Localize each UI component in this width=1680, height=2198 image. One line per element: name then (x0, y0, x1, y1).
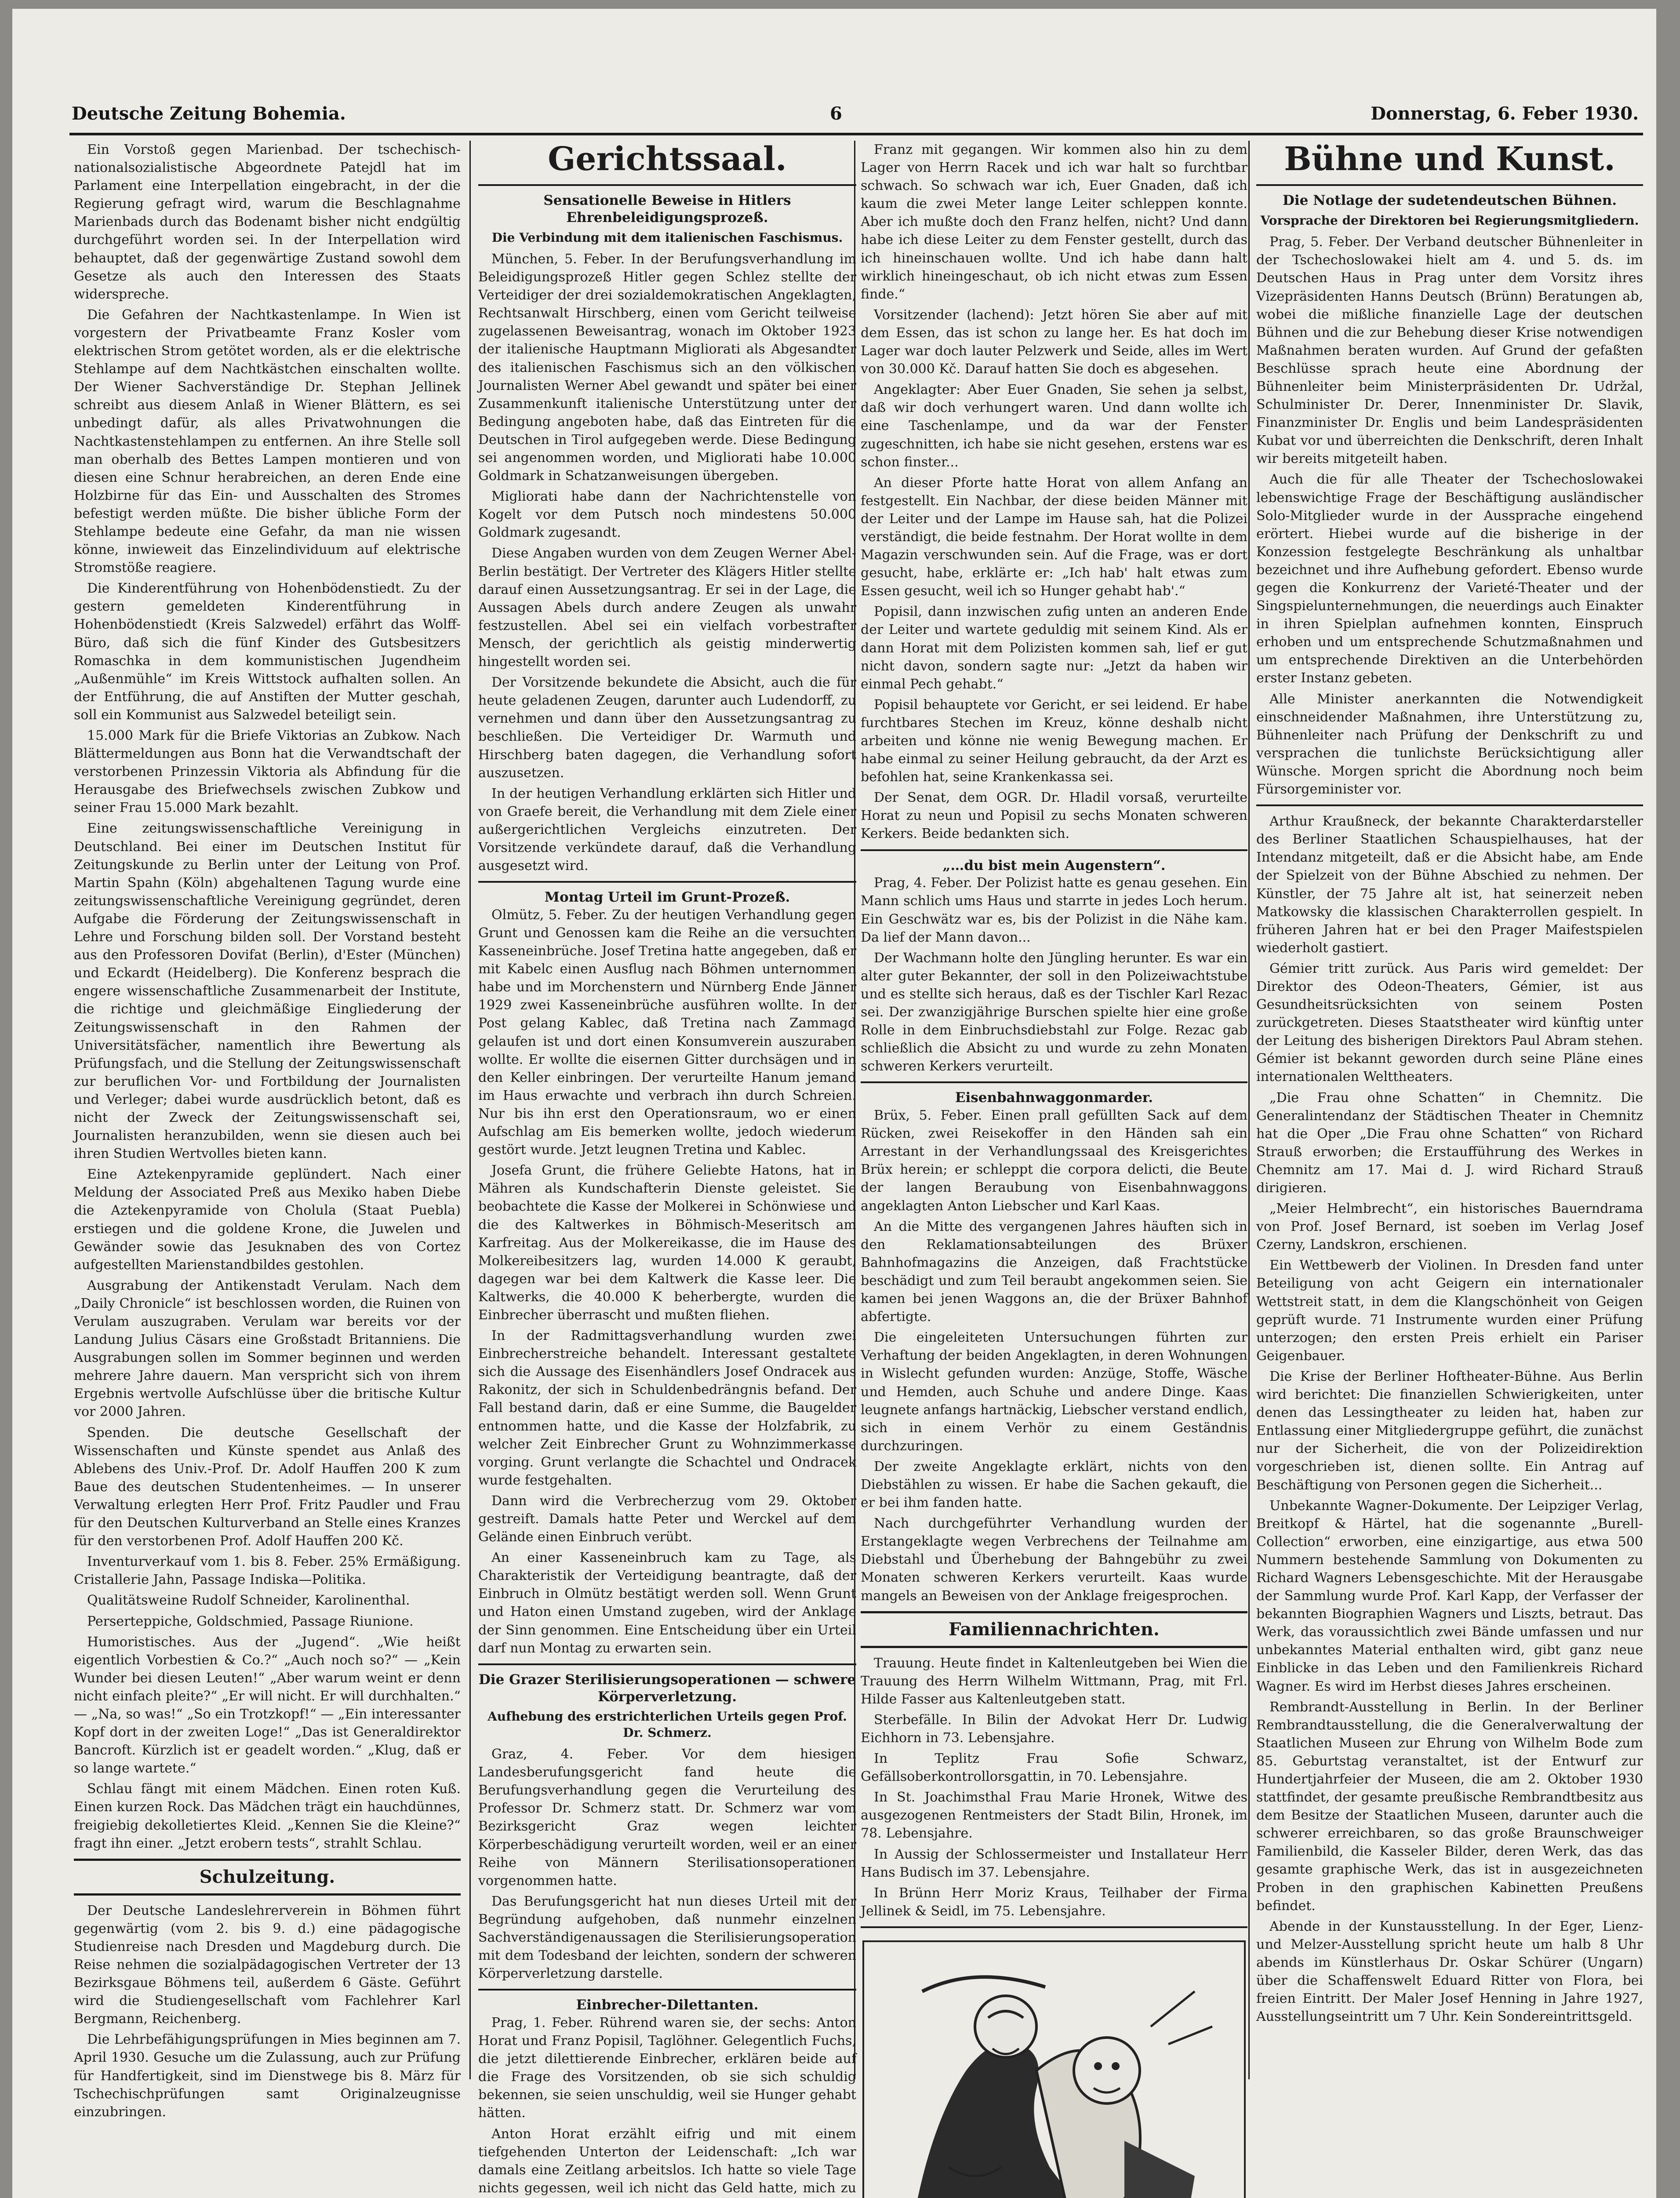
divider (1256, 804, 1643, 806)
article-waggonmarder-p4: Der zweite Angeklagte erklärt, nichts von den Diebstählen zu wissen. Er habe die Sachen gekauft, die er bei ihm fanden hatte. (861, 1459, 1247, 1511)
article-humoristisches: Humoristisches. Aus der „Jugend“. „Wie heißt eigentlich Vorbestien & Co.?“ „Auch noch so?“ — „Kein Wunder bei diesen Leuten!“ „Aber warum weint er denn nicht einfach pleite?“ „Er will nicht. Er will durchhalten.“ — „Na, so was!“ „So ein Trotzkopf!“ — „Ein interessanter Kopf dort in der zweiten Loge!“ „Das ist Generaldirektor Bancroft. Kürzlich ist er geadelt worden.“ „Klug, daß er so lange wartete.“ (74, 1634, 461, 1776)
article-berliner-buehne: Die Krise der Berliner Hoftheater-Bühne. Aus Berlin wird berichtet: Die finanziellen Schwierigkeiten, unter denen das Lessingtheater zu leiden hat, haben zur Entlassung einer Mitgliedergruppe geführt, die zunächst nur der Sicherheit, die von der Polizeidirektion vorgeschrieben ist, dienen sollte. Ein Antrag auf Beschäftigung von Personen gegen die Sicherheit... (1256, 1368, 1643, 1493)
column-gerichtssaal (478, 140, 856, 2196)
divider (861, 849, 1247, 851)
subheadline-schmerz: Aufhebung des erstrichterlichen Urteils gegen Prof. Dr. Schmerz. (487, 1709, 847, 1740)
article-dilettanten-p4: Vorsitzender (lachend): Jetzt hören Sie aber auf mit dem Essen, das ist schon zu lange her. Es hat doch im Lager war doch lauter Pelzwerk und Seide, alles im Wert von 30.000 Kč. Darauf hatten Sie doch es abgesehen. (861, 307, 1247, 377)
article-hitler-prozess-p3: Diese Angaben wurden von dem Zeugen Werner Abel-Berlin bestätigt. Der Vertreter des Klägers Hitler stellte darauf einen Aussetzungsantrag. Er sei in der Lage, die Aussagen Abels durch andere Zeugen als unwahr festzustellen. Abel sei ein vielfach vorbestrafter Mensch, der gerichtlich als geistig minderwertig hingestellt worden sei. (478, 546, 856, 670)
subheadline-vorsprache: Vorsprache der Direktoren bei Regierungsmitgliedern. (1260, 213, 1639, 228)
article-dilettanten-p9: Der Senat, dem OGR. Dr. Hladil vorsaß, verurteilte Horat zu neun und Popisil zu sechs Monaten schweren Kerkers. Beide bedankten sich. (861, 790, 1247, 842)
masthead-rule (69, 133, 1643, 135)
article-wettbewerb-violinen: Ein Wettbewerb der Violinen. In Dresden fand unter Beteiligung von acht Geigern ein internationaler Wettstreit statt, in dem die Klangschönheit von Geigen geprüft wurde. 71 Instrumente wurden einer Prüfung unterzogen; den ersten Preis erhielt ein Pariser Geigenbauer. (1256, 1258, 1643, 1364)
article-hitler-prozess-p2: Migliorati habe dann der Nachrichtenstelle von Kogelt vor dem Putsch noch mindestens 50.000 Goldmark zugesandt. (478, 489, 856, 541)
article-augenstern-p1: Prag, 4. Feber. Der Polizist hatte es genau gesehen. Ein Mann schlich ums Haus und starrte in jedes Loch herum. Ein Geschwätz war es, bis der Polizist in die Nähe kam. Da lief der Mann davon... (861, 875, 1247, 945)
article-waggonmarder-p2: An die Mitte des vergangenen Jahres häuften sich in den Reklamationsabteilungen des Brüxer Bahnhofmagazins die Anzeigen, daß Frachtstücke beschädigt und zum Teil beraubt angekommen seien. Sie kamen bei jenen Waggons an, die der Brüxer Bahnhof abfertigte. (861, 1219, 1247, 1325)
divider (478, 1989, 856, 1991)
article-grunt-p4: Dann wird die Verbrecherzug vom 29. Oktober gestreift. Damals hatte Peter und Werckel auf dem Gelände einen Einbruch verübt. (478, 1493, 856, 1545)
divider (478, 184, 856, 186)
column-rule-1 (469, 141, 471, 2079)
article-dilettanten-p5: Angeklagter: Aber Euer Gnaden, Sie sehen ja selbst, daß wir doch verhungert waren. Und dann wollte ich eine Taschenlampe, und da war der Fenster zugeschnitten, ich habe sie nicht gesehen, erstens war es schon finster... (861, 382, 1247, 470)
article-verulam: Ausgrabung der Antikenstadt Verulam. Nach dem „Daily Chronicle“ ist beschlossen worden, die Ruinen von Verulam auszugraben. Verulam war bereits vor der Landung Julius Cäsars eine Großstadt Britanniens. Die Ausgrabungen sollen im Sommer beginnen und werden mehrere Jahre dauern. Man verspricht sich von ihrem Ergebnis wertvolle Aufschlüsse über die britische Kultur vor 2000 Jahren. (74, 1277, 461, 1420)
section-heading-schulzeitung: Schulzeitung. (199, 1866, 335, 1887)
article-sterilisierung-p1: Graz, 4. Feber. Vor dem hiesigen Landesberufungsgericht fand heute die Berufungsverhandlung gegen die Verurteilung des Professor Dr. Schmerz statt. Dr. Schmerz war vom Bezirksgericht Graz wegen leichter Körperbeschädigung verurteilt worden, weil er an einer Reihe von Männern Sterilisationsoperationen vorgenommen hatte. (478, 1747, 856, 1889)
article-dilettanten-p1: Prag, 1. Feber. Rührend waren sie, der sechs: Anton Horat und Franz Popisil, Taglöhner. Gelegentlich Fuchs, die jetzt dilettierende Einbrecher, erklären beide auf die Frage des Vorsitzenden, ob sie sich schuldig bekennen, sie seien unschuldig, weil sie Hunger gehabt hätten. (478, 2015, 856, 2121)
notice-sterbefall-5: In Brünn Herr Moriz Kraus, Teilhaber der Firma Jellinek & Seidl, im 75. Lebensjahre. (861, 1885, 1247, 1919)
article-meier-helmbrecht: „Meier Helmbrecht“, ein historisches Bauerndrama von Prof. Josef Bernard, ist soeben im Verlag Josef Czerny, Landskron, erschienen. (1256, 1201, 1643, 1253)
page-number: 6 (830, 103, 842, 124)
masthead-date: Donnerstag, 6. Feber 1930. (1371, 103, 1639, 124)
article-grunt-p5: An einer Kasseneinbruch kam zu Tage, als Charakteristik der Verteidigung beantragte, daß der Einbruch in Olmütz bestätigt werden soll. Wenn Grunt und Haton einen Umstand zugeben, wird der Anklage der Sinn genommen. Eine Entscheidung über ein Urteil darf nun Montag zu erwarten sein. (478, 1550, 856, 1656)
divider (1256, 184, 1643, 186)
notice-sterbefall-1: Sterbefälle. In Bilin der Advokat Herr Dr. Ludwig Eichhorn in 73. Lebensjahre. (861, 1712, 1247, 1746)
article-spenden: Spenden. Die deutsche Gesellschaft der Wissenschaften und Künste spendet aus Anlaß des Ablebens des Univ.-Prof. Dr. Adolf Hauffen 200 K zum Baue des deutschen Studentenheimes. — In unserer Verwaltung erlegten Herr Prof. Fritz Paudler und Frau für den Deutschen Kulturverband an Stelle eines Kranzes für den verstorbenen Prof. Adolf Hauffen 200 Kč. (74, 1425, 461, 1549)
headline-augenstern: „…du bist mein Augenstern“. (942, 857, 1166, 873)
newspaper-page (12, 9, 1656, 2198)
section-heading-gerichtssaal: Gerichtssaal. (548, 140, 787, 178)
headline-sterilisierung: Die Grazer Sterilisierungsoperationen — schwere Körperverletzung. (478, 1671, 856, 1705)
cartoon-illustration (861, 1939, 1247, 2198)
headline-einbrecher-dilettanten: Einbrecher-Dilettanten. (576, 1997, 759, 2013)
divider (861, 1081, 1247, 1083)
article-hitler-prozess-p1: München, 5. Feber. In der Berufungsverhandlung im Beleidigungsprozeß Hitler gegen Schlez stellte der Verteidiger der drei sozialdemokratischen Angeklagten, Rechtsanwalt Hirschberg, einen vom Gericht teilweise zugelassenen Beweisantrag, wonach im Oktober 1923 der italienische Hauptmann Migliorati als Abgesandter des italienischen Faschismus sich an den völkischen Journalisten Werner Abel gewandt und später bei einer Zusammenkunft italienische Unterstützung unter der Bedingung angeboten habe, daß das Eintreten für die Deutschen in Tirol aufgegeben werde. Diese Bedingung sei angenommen worden, und Migliorati habe 10.000 Goldmark in Schatzanweisungen übergeben. (478, 251, 856, 484)
notice-sterbefall-3: In St. Joachimsthal Frau Marie Hronek, Witwe des ausgezogenen Rentmeisters der Stadt Bilin, Hronek, im 78. Lebensjahre. (861, 1790, 1247, 1841)
article-wagner-dokumente: Unbekannte Wagner-Dokumente. Der Leipziger Verlag, Breitkopf & Härtel, hat die sogenannte „Burell-Collection“ erworben, eine einzigartige, aus etwa 500 Nummern bestehende Sammlung von Dokumenten zu Richard Wagners Lebensgeschichte. Mit der Herausgabe der Sammlung wurde Prof. Karl Kapp, der Verfasser der bekannten Biographien Wagners und Liszts, betraut. Das Werk, das voraussichtlich zwei Bände umfassen und nur unbekanntes Material enthalten wird, gibt ganz neue Einblicke in das Leben und den Familienkreis Richard Wagner. Es wird im Herbst dieses Jahres erscheinen. (1256, 1498, 1643, 1694)
article-nachtkastenlampe: Die Gefahren der Nachtkastenlampe. In Wien ist vorgestern der Privatbeamte Franz Kosler vom elektrischen Strom getötet worden, als er die elektrische Stehlampe auf dem Nachtkästchen einschalten wollte. Der Wiener Sachverständige Dr. Stephan Jellinek schreibt aus diesem Anlaß in Wiener Blättern, es sei unbedingt dafür, als alles Privatwohnungen die Nachtkastenstehlampen zu entfernen. An ihre Stelle soll man oberhalb des Bettes Lampen montieren und von diesen eine Schnur herabreichen, an deren Ende eine Holzbirne für das Ein- und Ausschalten des Stromes befestigt werden müßte. Die bisher übliche Form der Stehlampe bedeute eine Gefahr, da man nie wissen könne, inwieweit das Einzelindividuum auf elektrische Stromstöße reagiere. (74, 307, 461, 576)
article-aztekenpyramide: Eine Aztekenpyramide geplündert. Nach einer Meldung der Associated Preß aus Mexiko haben Diebe die Aztekenpyramide von Cholula (Staat Puebla) erstiegen und die goldene Krone, die Juwelen und Gewänder sowie das Jesuknaben des von Cortez aufgestellten Marienstandbildes gestohlen. (74, 1167, 461, 1273)
article-hitler-prozess-p4: Der Vorsitzende bekundete die Absicht, auch die für heute geladenen Zeugen, darunter auch Ludendorff, zu vernehmen und dann über den Aussetzungsantrag zu beschließen. Die Verteidiger Dr. Warmuth und Hirschberg baten dagegen, die Verhandlung sofort auszusetzen. (478, 675, 856, 781)
article-notlage-p3: Alle Minister anerkannten die Notwendigkeit einschneidender Maßnahmen, ihre Unterstützung zu, Bühnenleiter nach Prüfung der Denkschrift zu und versprachen die tunlichste Berücksichtigung aller Wünsche. Morgen spricht die Abordnung noch beim Fürsorgeminister vor. (1256, 691, 1643, 797)
article-schlau: Schlau fängt mit einem Mädchen. Einen roten Kuß. Einen kurzen Rock. Das Mädchen trägt ein hauchdünnes, freigiebig dekolletiertes Kleid. „Kennen Sie die Kleine?“ fragt ihn einer. „Jetzt erobern tests“, strahlt Schlau. (74, 1781, 461, 1851)
article-sterilisierung-p2: Das Berufungsgericht hat nun dieses Urteil mit der Begründung aufgehoben, daß nunmehr einzelnen Sachverständigenaussagen die Sterilisierungsoperation mit dem Todesband der leichten, sondern der schweren Körperverletzung darstelle. (478, 1893, 856, 1982)
divider (478, 881, 856, 883)
ad-inventurverkauf: Inventurverkauf vom 1. bis 8. Feber. 25% Ermäßigung. Cristallerie Jahn, Passage Indiska—Politika. (74, 1554, 461, 1588)
article-grunt-p1: Olmütz, 5. Feber. Zu der heutigen Verhandlung gegen Grunt und Genossen kam die Reihe an die versuchten Kasseneinbrüche. Josef Tretina hatte angegeben, daß er mit Kabelc einen Ausflug nach Böhmen unternommen habe und im Morchenstern und Nürnberg Ende Jänner 1929 zwei Kasseneinbrüche ausführen wollte. In der Post gelang Kablec, daß Tretina nach Zammagd gelaufen ist und dort einen Konsumverein auszuraben wollte. Er wollte die eisernen Gitter durchsägen und in den Keller einbringen. Der verurteilte Hanum jemand im Haus erwachte und verbrach ihn durch Schreien. Nur bis ihn erst den Operationsraum, wo er einen Aufschlag am Eis bemerken wollte, jedoch wiederum gestört wurde. Jetzt leugnen Tretina und Kablec. (478, 907, 856, 1158)
article-notlage-p1: Prag, 5. Feber. Der Verband deutscher Bühnenleiter in der Tschechoslowakei hielt am 4. und 5. ds. im Deutschen Haus in Prag unter dem Vorsitz ihres Vizepräsidenten Hanns Deutsch (Brünn) Beratungen ab, wobei die mißliche finanzielle Lage der deutschen Bühnen und die zur Behebung dieser Krise notwendigen Maßnahmen beraten wurden. Auf Grund der gefaßten Beschlüsse sprach heute eine Abordnung der Bühnenleiter beim Ministerpräsidenten Dr. Udržal, Schulminister Dr. Derer, Innenminister Dr. Slavik, Finanzminister Dr. Englis und beim Landespräsidenten Kubat vor und überreichten die Denkschrift, deren Inhalt wir bereits mitgeteilt haben. (1256, 234, 1643, 467)
article-dilettanten-p3: Franz mit gegangen. Wir kommen also hin zu dem Lager von Herrn Racek und ich war halt so furchtbar schwach. So schwach war ich, Euer Gnaden, daß ich kaum die zwei Meter lange Leiter schleppen konnte. Aber ich mußte doch den Franz helfen, nicht? Und dann habe ich diese Leiter zu dem Fenster gestellt, durch das ich hineinschauen wollte. Und ich habe dann halt wirklich hineingeschaut, ob ich nicht etwas zum Essen finde.“ (861, 142, 1247, 302)
article-lehrbefaehigung: Die Lehrbefähigungsprüfungen in Mies beginnen am 7. April 1930. Gesuche um die Zulassung, auch zur Prüfung für Handfertigkeit, sind im Dienstwege bis 8. März für Tschechischprüfungen samt Originalzeugnisse einzubringen. (74, 2032, 461, 2120)
article-grunt-p2: Josefa Grunt, die frühere Geliebte Hatons, hat in Mähren als Kundschafterin Dienste geleistet. Sie beobachtete die Kasse der Molkerei in Schönwiese und die des Kaltwerkes in Böhmisch-Meseritsch am Karfreitag. Aus der Molkereikasse, die im Hause des Molkereibesitzers lag, wurden 14.000 K geraubt, dagegen war bei dem Kaltwerk die Kasse leer. Die Kaltwerks, die 40.000 K beherbergte, wurden die Einbrecher überrascht und mußten fliehen. (478, 1163, 856, 1323)
notice-sterbefall-4: In Aussig der Schlossermeister und Installateur Herr Hans Budisch im 37. Lebensjahre. (861, 1846, 1247, 1880)
article-kraussneck: Arthur Kraußneck, der bekannte Charakterdarsteller des Berliner Staatlichen Schauspielhauses, hat der Intendanz mitgeteilt, daß er die Absicht habe, am Ende der Spielzeit von der Bühne Abschied zu nehmen. Der Künstler, der 75 Jahre alt ist, hat seinerzeit neben Matkowsky die klassischen Charakterrollen gespielt. In früheren Jahren hat er bei den Prager Maifestspielen wiederholt gastiert. (1256, 814, 1643, 956)
column-buehne-kunst (1256, 141, 1643, 2079)
section-schulzeitung (74, 1859, 461, 1896)
notice-sterbefall-2: In Teplitz Frau Sofie Schwarz, Gefällsoberkontrollorsgattin, in 70. Lebensjahre. (861, 1751, 1247, 1785)
column-local-news (74, 141, 461, 2120)
column-court-family (861, 141, 1247, 2071)
section-heading-buehne-kunst: Bühne und Kunst. (1284, 140, 1615, 178)
article-dilettanten-p6: An dieser Pforte hatte Horat von allem Anfang an festgestellt. Ein Nachbar, der diese beiden Männer mit der Leiter und der Lampe im Hause sah, hat die Polizei verständigt, die beide festnahm. Der Horat wollte in dem Magazin verschwunden sein. Auf die Frage, was er dort gesucht, habe, erklärte er: „Ich hab' halt etwas zum Essen gesucht, weil ich so Hunger gehabt hab'.“ (861, 475, 1247, 599)
article-waggonmarder-p1: Brüx, 5. Feber. Einen prall gefüllten Sack auf dem Rücken, zwei Reisekoffer in den Händen sah ein Arrestant in der Verhandlungssaal des Kreisgerichtes Brüx herein; er schleppt die corpora delicti, die Beute der langen Beraubung von Eisenbahnwaggons angeklagten Anton Liebscher und Karl Kaas. (861, 1108, 1247, 1214)
article-rembrandt: Rembrandt-Ausstellung in Berlin. In der Berliner Rembrandtausstellung, die die Generalverwaltung der Staatlichen Museen zur Ehrung von Wilhelm Bode zum 85. Geburtstag veranstaltet, ist der Entwurf zur Hundertjahrfeier der Museen, die am 2. Oktober 1930 stattfindet, der gesamte preußische Rembrandtbesitz aus dem Besitze der Staatlichen Museen, darunter auch die schwerer erreichbaren, so das große Braunschweiger Familienbild, die Kasseler Bilder, deren Werk, das das gesamte graphische Werk, das ist in ausgezeichneten Proben in den graphischen Kabinetten Preußens befindet. (1256, 1699, 1643, 1914)
divider (861, 1926, 1247, 1928)
article-gemier: Gémier tritt zurück. Aus Paris wird gemeldet: Der Direktor des Odeon-Theaters, Gémier, ist aus Gesundheitsrücksichten von seinem Posten zurückgetreten. Dieses Staatstheater wird künftig unter der Leitung des bisherigen Direktors Paul Abram stehen. Gémier ist bekannt geworden durch seine Pläne eines internationalen Welttheaters. (1256, 961, 1643, 1085)
article-kunstausstellung: Abende in der Kunstausstellung. In der Eger, Lienz- und Melzer-Ausstellung spricht heute um halb 8 Uhr abends im Künstlerhaus Dr. Oskar Schürer (Ungarn) über die Schaffenswelt Eduard Ritter von Flora, bei freien Eintritt. Der Maler Josef Henning in Jahre 1927, Ausstellungseintritt um 7 Uhr. Kein Sondereintrittsgeld. (1256, 1918, 1643, 2025)
headline-grunt-prozess: Montag Urteil im Grunt-Prozeß. (544, 889, 790, 906)
masthead (12, 103, 1656, 130)
article-viktoria-briefe: 15.000 Mark für die Briefe Viktorias an Zubkow. Nach Blättermeldungen aus Bonn hat die Verwandtschaft der verstorbenen Prinzessin Viktoria als Abfindung für die Herausgabe des Briefwechsels zwischen Zubkow und seiner Frau 15.000 Mark bezahlt. (74, 728, 461, 816)
article-landeslehrerverein: Der Deutsche Landeslehrerverein in Böhmen führt gegenwärtig (vom 2. bis 9. d.) eine pädagogische Studienreise nach Dresden und Magdeburg durch. Die Reise nehmen die sozialpädagogischen Vertreter der 13 Bezirksgaue Böhmens teil, außerdem 6 Gäste. Geführt wird die Studiengesellschaft vom Fachlehrer Karl Bergmann, Reichenberg. (74, 1903, 461, 2027)
ad-qualitaetsweine: Qualitätsweine Rudolf Schneider, Karolinenthal. (87, 1593, 410, 1608)
ad-perserteppiche: Perserteppiche, Goldschmied, Passage Riunione. (87, 1613, 414, 1629)
article-kinderentfuehrung: Die Kinderentführung von Hohenbödenstiedt. Zu der gestern gemeldeten Kinderentführung in Hohenbödenstiedt (Kreis Salzwedel) erfährt das Wolff-Büro, daß sich die fünf Kinder des Gutsbesitzers Romaschka in dem kommunistischen Jugendheim „Außenmühle“ im Kreis Wittstock aufhalten sollen. An der Entführung, die auf Anstiften der Mutter geschah, soll ein Kommunist aus Salzwedel beteiligt sein. (74, 581, 461, 723)
divider (478, 1663, 856, 1665)
article-dilettanten-p7: Popisil, dann inzwischen zufig unten an anderen Ende der Leiter und wartete geduldig mit seinem Kind. Als er dann Horat mit dem Polizisten kommen sah, lief er gut nicht davon, sondern sagte nur: „Jetzt da haben wir einmal Pech gehabt.“ (861, 604, 1247, 692)
article-hitler-prozess-p5: In der heutigen Verhandlung erklärten sich Hitler und von Graefe bereit, die Verhandlung mit dem Ziele einer außergerichtlichen Vergleichs einzutreten. Der Vorsitzende verkündete darauf, daß die Verhandlung ausgesetzt wird. (478, 786, 856, 874)
article-augenstern-p2: Der Wachmann holte den Jüngling herunter. Es war ein alter guter Bekannter, der soll in den Polizeiwachtstube und es stellte sich heraus, daß es der Tischler Karl Rezac sei. Der zwanzigjährige Burschen spielte hier eine große Rolle in dem Einbruchsdiebstahl zur Folge. Rezac gab schließlich die Absicht zu und wurde zu zehn Monaten schweren Kerkers verurteilt. (861, 950, 1247, 1074)
notice-trauung: Trauung. Heute findet in Kaltenleutgeben bei Wien die Trauung des Herrn Wilhelm Wittmann, Prag, mit Frl. Hilde Fasser aus Kaltenleutgeben statt. (861, 1655, 1247, 1707)
headline-waggonmarder: Eisenbahnwaggonmarder. (955, 1090, 1153, 1106)
article-waggonmarder-p5: Nach durchgeführter Verhandlung wurden der Erstangeklagte wegen Verbrechens der Teilnahme am Diebstahl und Überhebung der Bahngebühr zu zwei Monaten schweren Kerkers verurteilt. Kaas wurde mangels an Beweisen von der Anklage freigesprochen. (861, 1516, 1247, 1604)
subheadline-faschismus: Die Verbindung mit dem italienischen Faschismus. (491, 230, 843, 245)
article-zeitungswissenschaft: Eine zeitungswissenschaftliche Vereinigung in Deutschland. Bei einer im Deutschen Institut für Zeitungskunde zu Berlin unter der Leitung von Prof. Martin Spahn (Köln) abgehaltenen Tagung wurde eine zeitungswissenschaftliche Vereinigung gegründet, deren Aufgabe die Förderung der Zeitungswissenschaft in Lehre und Forschung bilden soll. Der Vorstand besteht aus den Professoren Dovifat (Berlin), d'Ester (München) und Eckardt (Heidelberg). Die Konferenz besprach die engere wissenschaftliche Zusammenarbeit der Institute, die richtige und gleichmäßige Eingliederung der Zeitungswissenschaft in den Rahmen der Universitätsfächer, namentlich ihre Bewertung als Prüfungsfach, und die Stellung der Zeitungswissenschaft zur beruflichen Vor- und Fortbildung der Journalisten und Verleger; dabei wurde ausdrücklich betont, daß es nicht der Zweck der Zeitungswissenschaft sei, Journalisten heranzubilden, wenn sie diesen auch bei ihren Studien Wertvolles bieten kann. (74, 821, 461, 1162)
article-dilettanten-p2: Anton Horat erzählt eifrig und mit einem tiefgehenden Unterton der Leidenschaft: „Ich war damals eine Zeitlang arbeitslos. Ich hatte so viele Tage nichts gegessen, weil ich nicht das Geld hatte, mich zu (478, 2126, 856, 2196)
section-familiennachrichten (861, 1611, 1247, 1648)
article-marienbad: Ein Vorstoß gegen Marienbad. Der tschechisch-nationalsozialistische Abgeordnete Patejdl hat im Parlament eine Interpellation eingebracht, in der die Regierung gefragt wird, warum die Beschlagnahme Marienbads durch das Bodenamt bisher nicht endgültig durchgeführt worden sei. In der Interpellation wird behauptet, daß der gegenwärtige Zustand sowohl dem Gesetze als auch den Interessen des Staats widerspreche. (74, 142, 461, 302)
article-grunt-p3: In der Radmittagsverhandlung wurden zwei Einbrecherstreiche behandelt. Interessant gestaltete sich die Aussage des Eisenhändlers Josef Ondracek aus Rakonitz, der sich in Schuldenbedrängnis befand. Der Fall bestand darin, daß er eine Summe, die Baugelder entnommen hatte, und die Kasse der Holzfabrik, zu welcher Zeit Einbrecher Grunt zu Wohnzimmerkasse vorging. Grunt verlangte die Schachtel und Ondracek wurde festgehalten. (478, 1328, 856, 1488)
article-frau-ohne-schatten: „Die Frau ohne Schatten“ in Chemnitz. Die Generalintendanz der Städtischen Theater in Chemnitz hat die Oper „Die Frau ohne Schatten“ von Richard Strauß erworben; die Erstaufführung des Werkes in Chemnitz am 17. Mai d. J. wird Richard Strauß dirigieren. (1256, 1090, 1643, 1196)
article-dilettanten-p8: Popisil behauptete vor Gericht, er sei leidend. Er habe furchtbares Stechen im Kreuz, könne deshalb nicht arbeiten und könne nie wenig Bewegung machen. Er habe einmal zu seiner Heilung gebraucht, da der Arzt es befohlen hat, seine Krankenkassa sei. (861, 697, 1247, 785)
headline-hitler-prozess: Sensationelle Beweise in Hitlers Ehrenbeleidigungsprozeß. (543, 193, 791, 226)
section-heading-familiennachrichten: Familiennachrichten. (949, 1619, 1160, 1640)
article-waggonmarder-p3: Die eingeleiteten Untersuchungen führten zur Verhaftung der beiden Angeklagten, in deren Wohnungen in Wislecht gefunden wurden: Anzüge, Stoffe, Wäsche und Hemden, auch Schuhe und andere Dinge. Kaas leugnete anfangs hartnäckig, Liebscher verstand endlich, sich in einem Verhör zu einem Geständnis durchzuringen. (861, 1330, 1247, 1454)
headline-notlage-buehnen: Die Notlage der sudetendeutschen Bühnen. (1282, 193, 1617, 209)
article-notlage-p2: Auch die für alle Theater der Tschechoslowakei lebenswichtige Frage der Beschäftigung ausländischer Solo-Mitglieder wurde in der Aussprache eingehend erörtert. Hiebei wurde auf die bisherige in der Konzession festgelegte Beschränkung als unhaltbar bezeichnet und ihre Aufhebung gefordert. Ebenso wurde gegen die Konkurrenz der Varieté-Theater und der Singspielunternehmungen, die neuerdings auch Einakter in ihren Spielplan aufnehmen konnten, Einspruch erhoben und um entsprechende Schutzmaßnahmen und um entsprechende Direktiven an die Unterbehörden erster Instanz gebeten. (1256, 472, 1643, 686)
masthead-paper-name: Deutsche Zeitung Bohemia. (72, 103, 346, 124)
column-rule-3 (1248, 141, 1250, 2079)
